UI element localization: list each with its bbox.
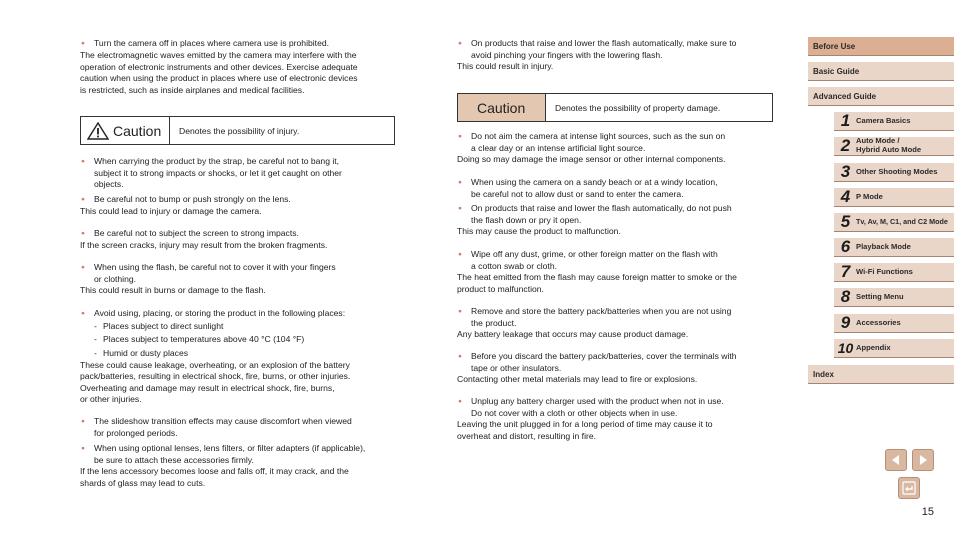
paragraph-line: overheat and distort, resulting in fire.: [457, 430, 597, 441]
paragraph-line: This could result in burns or damage to the flash.: [80, 285, 266, 295]
chapter-number: 6: [840, 237, 851, 256]
arrow-left-icon: [889, 453, 903, 467]
bullet-continuation: avoid pinching your fingers with the lowering flash.: [471, 49, 663, 60]
chapter-label: Camera Basics: [856, 115, 911, 125]
chapter-number: 8: [840, 287, 851, 306]
sub-item: - Places subject to temperatures above 40 °C (104 °F): [94, 334, 396, 346]
paragraph-line: pack/batteries, resulting in electrical shock, fire, burns, or other injuries.: [80, 371, 351, 381]
sidebar-item-index[interactable]: Index: [808, 365, 954, 384]
sidebar-item-before-use[interactable]: Before Use: [808, 37, 954, 56]
paragraph-line: The heat emitted from the flash may cause foreign matter to smoke or the: [457, 272, 737, 282]
return-button[interactable]: [898, 477, 920, 499]
sidebar-chapter-7[interactable]: [834, 263, 954, 282]
bullet-unplug: ● Unplug any battery charger used with the product when not in use.: [471, 396, 775, 408]
paragraph-line: operation of electronic instruments and other devices. Exercise adequate: [80, 61, 358, 72]
bullet-discard-battery: ● Before you discard the battery pack/batteries, cover the terminals with: [471, 351, 775, 363]
chapter-number: 2: [840, 136, 851, 155]
bullet-flash-push: ● On products that raise and lower the flash automatically, do not push: [471, 203, 775, 215]
paragraph-line: The electromagnetic waves emitted by the camera may interfere with the: [80, 50, 357, 60]
sidebar-chapter-1[interactable]: [834, 112, 954, 131]
sub-item: - Humid or dusty places: [94, 348, 396, 360]
sidebar-chapter-4[interactable]: [834, 188, 954, 207]
bullet-continuation: the flash down or pry it open.: [471, 214, 582, 225]
chapter-label: Playback Mode: [856, 241, 911, 251]
caution-description: Denotes the possibility of property damage.: [555, 102, 721, 113]
bullet-wipe: ● Wipe off any dust, grime, or other foreign matter on the flash with: [471, 249, 775, 261]
chapter-label: Tv, Av, M, C1, and C2 Mode: [856, 216, 948, 226]
sidebar-chapter-5[interactable]: [834, 213, 954, 232]
paragraph-line: If the lens accessory becomes loose and falls off, it may crack, and the: [80, 466, 349, 476]
chapter-label: Auto Mode / Hybrid Auto Mode: [856, 136, 922, 154]
bullet-continuation: for prolonged periods.: [94, 428, 178, 438]
chapter-label: Wi-Fi Functions: [856, 266, 913, 276]
bullet-strap: ● When carrying the product by the strap, be careful not to bang it,: [94, 156, 396, 168]
bullet-continuation: or clothing.: [94, 273, 137, 284]
paragraph-line: Doing so may damage the image sensor or other internal components.: [457, 154, 726, 164]
bullet-continuation: the product.: [471, 317, 517, 328]
chapter-number: 4: [840, 187, 851, 206]
paragraph-line: Contacting other metal materials may lead to fire or explosions.: [457, 374, 698, 384]
paragraph-line: This may cause the product to malfunction.: [457, 226, 621, 236]
bullet-slideshow: ● The slideshow transition effects may cause discomfort when viewed: [94, 416, 396, 428]
caution-injury-box: [80, 116, 395, 145]
bullet-continuation: objects.: [94, 179, 124, 189]
chapter-label: Other Shooting Modes: [856, 166, 938, 176]
caution-label: Caution: [458, 94, 546, 121]
bullet-continuation: a clear day or an intense artificial light source.: [471, 142, 646, 153]
chapter-number: 5: [840, 212, 851, 231]
caution-description: Denotes the possibility of injury.: [179, 125, 300, 136]
bullet-avoid: ● Avoid using, placing, or storing the product in the following places:: [94, 308, 396, 320]
bullet-continuation: be sure to attach these accessories firmly.: [94, 454, 254, 465]
bullet-camera-off: ● Turn the camera off in places where camera use is prohibited.: [94, 38, 396, 50]
sidebar-chapter-6[interactable]: [834, 238, 954, 257]
sidebar-chapter-2[interactable]: [834, 137, 954, 156]
sidebar-chapter-8[interactable]: [834, 288, 954, 307]
paragraph-line: caution when using the product in places where use of electronic devices: [80, 73, 358, 83]
bullet-continuation: a cotton swab or cloth.: [471, 260, 557, 271]
chapter-number: 9: [840, 313, 851, 332]
chapter-label: P Mode: [856, 191, 883, 201]
caution-property-box: [457, 93, 773, 122]
sidebar-chapter-10[interactable]: [834, 339, 954, 358]
sidebar-chapter-3[interactable]: [834, 163, 954, 182]
page-number: 15: [921, 506, 934, 518]
paragraph-line: If the screen cracks, injury may result from the broken fragments.: [80, 240, 328, 250]
bullet-continuation: be careful not to allow dust or sand to enter the camera.: [471, 188, 684, 199]
next-page-button[interactable]: [912, 449, 934, 471]
sidebar-item-advanced-guide[interactable]: Advanced Guide: [808, 87, 954, 106]
caution-label: Caution: [81, 117, 170, 144]
bullet-sand: ● When using the camera on a sandy beach or at a windy location,: [471, 177, 775, 189]
bullet-lenses: ● When using optional lenses, lens filters, or filter adapters (if applicable),: [94, 443, 396, 455]
bullet-flash: ● When using the flash, be careful not to cover it with your fingers: [94, 262, 396, 274]
paragraph-line: Any battery leakage that occurs may cause product damage.: [457, 329, 689, 339]
paragraph-line: This could result in injury.: [457, 61, 554, 71]
paragraph-line: is restricted, such as inside airplanes and medical facilities.: [80, 84, 305, 95]
return-icon: [901, 480, 917, 496]
chapter-number: 7: [840, 262, 851, 281]
bullet-continuation: Do not cover with a cloth or other objects when in use.: [471, 407, 678, 418]
chapter-number: 1: [840, 111, 851, 130]
bullet-aim: ● Do not aim the camera at intense light sources, such as the sun on: [471, 131, 775, 143]
chapter-number: 3: [840, 162, 851, 181]
chapter-number: 10: [837, 340, 854, 356]
paragraph-line: This could lead to injury or damage the camera.: [80, 206, 262, 216]
sub-item: - Places subject to direct sunlight: [94, 321, 396, 333]
bullet-continuation: tape or other insulators.: [471, 362, 562, 373]
chapter-label: Setting Menu: [856, 291, 904, 301]
arrow-right-icon: [916, 453, 930, 467]
bullet-continuation: subject it to strong impacts or shocks, or let it get caught on other: [94, 167, 342, 178]
paragraph-line: or other injuries.: [80, 394, 142, 404]
chapter-label: Appendix: [856, 342, 891, 352]
bullet-flash-pinch: ● On products that raise and lower the flash automatically, make sure to: [471, 38, 775, 50]
paragraph-line: Overheating and damage may result in electrical shock, fire, burns,: [80, 382, 335, 393]
sidebar-item-basic-guide[interactable]: Basic Guide: [808, 62, 954, 81]
bullet-remove-battery: ● Remove and store the battery pack/batteries when you are not using: [471, 306, 775, 318]
paragraph-line: Leaving the unit plugged in for a long period of time may cause it to: [457, 419, 713, 429]
sidebar-chapter-9[interactable]: [834, 314, 954, 333]
paragraph-line: product to malfunction.: [457, 283, 544, 294]
previous-page-button[interactable]: [885, 449, 907, 471]
chapter-label: Accessories: [856, 317, 901, 327]
warning-icon: [87, 122, 109, 140]
paragraph-line: These could cause leakage, overheating, or an explosion of the battery: [80, 359, 350, 370]
bullet-screen: ● Be careful not to subject the screen to strong impacts.: [94, 228, 396, 240]
bullet-lens: ● Be careful not to bump or push strongly on the lens.: [94, 194, 396, 206]
paragraph-line: shards of glass may lead to cuts.: [80, 477, 206, 488]
